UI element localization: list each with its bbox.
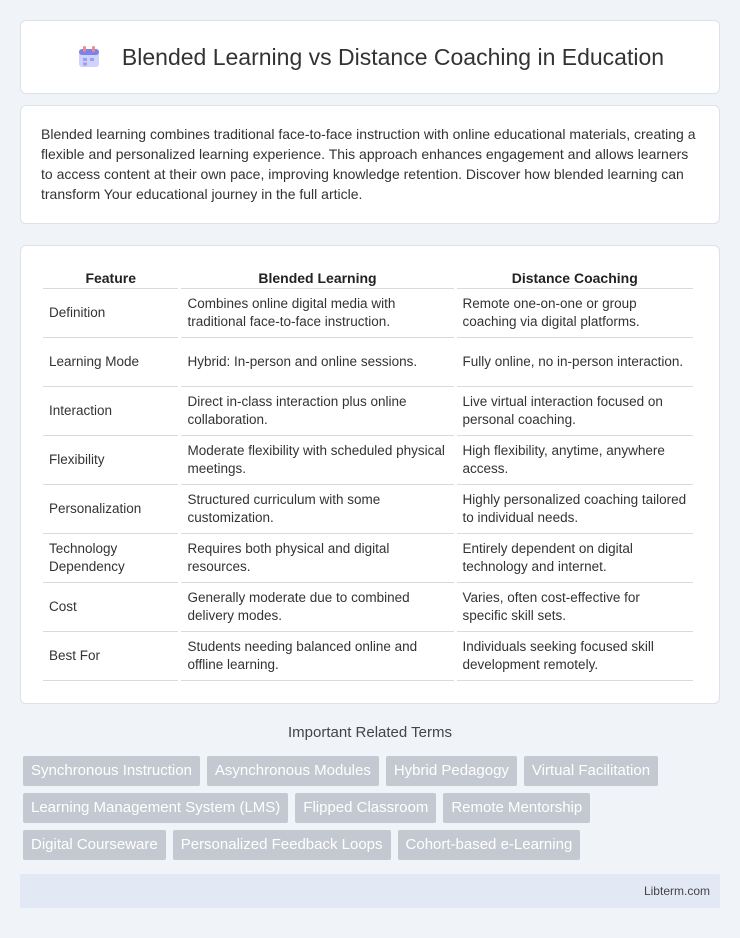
related-term-tag[interactable]: Flipped Classroom bbox=[295, 793, 436, 823]
blended-learning-cell: Moderate flexibility with scheduled physical meetings. bbox=[181, 436, 453, 485]
distance-coaching-cell: Highly personalized coaching tailored to individual needs. bbox=[457, 485, 694, 534]
header-distance-coaching: Distance Coaching bbox=[457, 264, 694, 289]
distance-coaching-cell: Varies, often cost-effective for specific skill sets. bbox=[457, 583, 694, 632]
blended-learning-cell: Students needing balanced online and offline learning. bbox=[181, 632, 453, 681]
related-term-tag[interactable]: Learning Management System (LMS) bbox=[23, 793, 288, 823]
related-term-tag[interactable]: Cohort-based e-Learning bbox=[398, 830, 581, 860]
table-row bbox=[43, 436, 693, 485]
related-terms-title: Important Related Terms bbox=[288, 724, 452, 741]
related-term-tag[interactable]: Synchronous Instruction bbox=[23, 756, 200, 786]
blended-learning-cell: Generally moderate due to combined delivery modes. bbox=[181, 583, 453, 632]
footer bbox=[20, 874, 720, 908]
calendar-icon bbox=[76, 44, 102, 70]
title-card bbox=[20, 20, 720, 94]
feature-cell: Flexibility bbox=[43, 436, 178, 485]
related-term-tag[interactable]: Virtual Facilitation bbox=[524, 756, 658, 786]
feature-cell: Technology Dependency bbox=[43, 534, 178, 583]
blended-learning-cell: Direct in-class interaction plus online collaboration. bbox=[181, 387, 453, 436]
table-row bbox=[43, 338, 693, 387]
blended-learning-cell: Requires both physical and digital resources. bbox=[181, 534, 453, 583]
feature-cell: Personalization bbox=[43, 485, 178, 534]
table-row bbox=[43, 583, 693, 632]
header-blended-learning: Blended Learning bbox=[181, 264, 453, 289]
related-terms-row bbox=[23, 830, 723, 860]
related-terms-list bbox=[23, 756, 723, 867]
feature-cell: Definition bbox=[43, 289, 178, 338]
feature-cell: Cost bbox=[43, 583, 178, 632]
related-terms-row bbox=[23, 756, 723, 786]
table-header-row bbox=[43, 264, 693, 289]
distance-coaching-cell: Individuals seeking focused skill development remotely. bbox=[457, 632, 694, 681]
related-terms-row bbox=[23, 793, 723, 823]
distance-coaching-cell: High flexibility, anytime, anywhere access. bbox=[457, 436, 694, 485]
feature-cell: Learning Mode bbox=[43, 338, 178, 387]
page-title: Blended Learning vs Distance Coaching in Education bbox=[121, 43, 665, 70]
related-term-tag[interactable]: Digital Courseware bbox=[23, 830, 166, 860]
blended-learning-cell: Structured curriculum with some customization. bbox=[181, 485, 453, 534]
distance-coaching-cell: Live virtual interaction focused on personal coaching. bbox=[457, 387, 694, 436]
comparison-table-card bbox=[20, 245, 720, 704]
blended-learning-cell: Combines online digital media with traditional face-to-face instruction. bbox=[181, 289, 453, 338]
intro-card bbox=[20, 105, 720, 224]
related-term-tag[interactable]: Personalized Feedback Loops bbox=[173, 830, 391, 860]
related-term-tag[interactable]: Asynchronous Modules bbox=[207, 756, 379, 786]
distance-coaching-cell: Entirely dependent on digital technology and internet. bbox=[457, 534, 694, 583]
distance-coaching-cell: Fully online, no in-person interaction. bbox=[457, 338, 694, 387]
header-feature: Feature bbox=[43, 264, 178, 289]
table-row bbox=[43, 485, 693, 534]
comparison-table bbox=[40, 264, 696, 681]
feature-cell: Best For bbox=[43, 632, 178, 681]
table-row bbox=[43, 534, 693, 583]
related-term-tag[interactable]: Hybrid Pedagogy bbox=[386, 756, 517, 786]
feature-cell: Interaction bbox=[43, 387, 178, 436]
footer-brand[interactable]: Libterm.com bbox=[643, 884, 710, 898]
table-row bbox=[43, 632, 693, 681]
distance-coaching-cell: Remote one-on-one or group coaching via digital platforms. bbox=[457, 289, 694, 338]
intro-paragraph: Blended learning combines traditional face-to-face instruction with online educational materials, creating a flexible and personalized learning experience. This approach enhances engagement and allows learners to access content at their own pace, improving knowledge retention. Discover how blended learning can transform Your educational journey in the full article. bbox=[41, 126, 696, 202]
table-row bbox=[43, 289, 693, 338]
table-row bbox=[43, 387, 693, 436]
related-term-tag[interactable]: Remote Mentorship bbox=[443, 793, 590, 823]
blended-learning-cell: Hybrid: In-person and online sessions. bbox=[181, 338, 453, 387]
